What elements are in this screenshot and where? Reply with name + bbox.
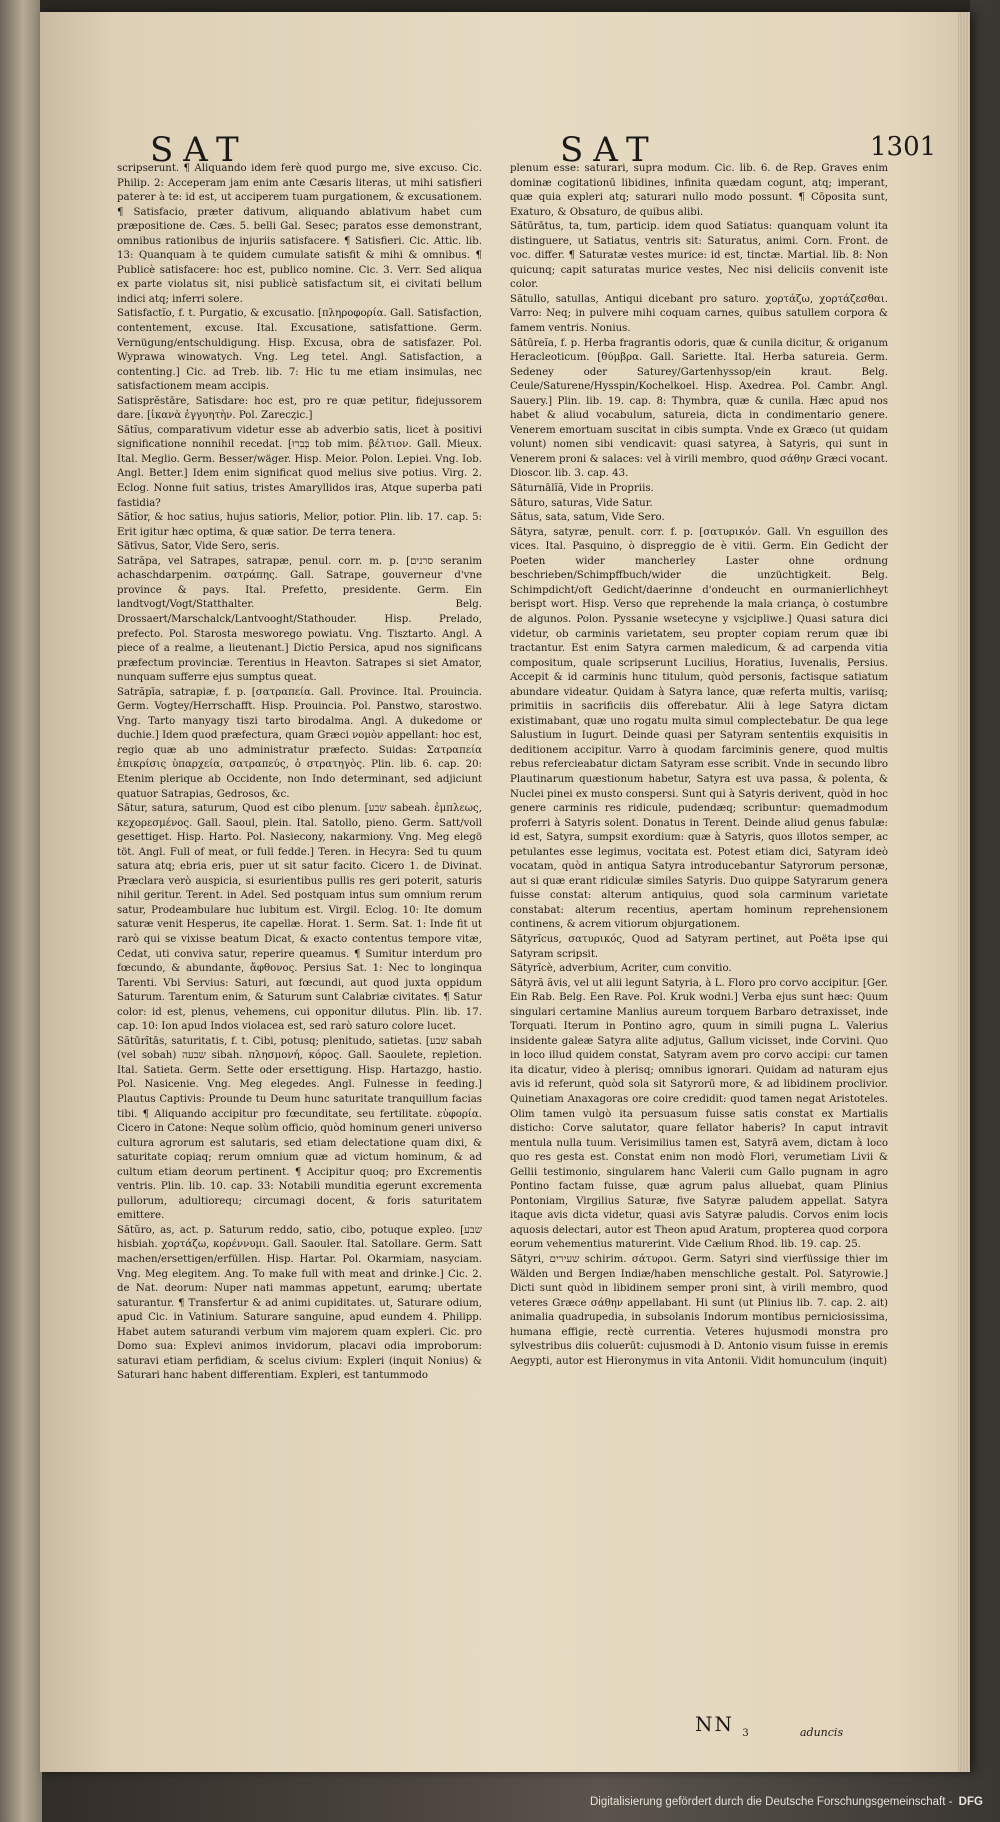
book-spine: [0, 0, 42, 1822]
dictionary-entry: Sătūrĭtās, saturitatis, f. t. Cibi, potusq; plenitudo, satietas. [שבע sabah (vel sobah) שבעה sibah. πλησμονή, κόρος. Gall. Saoulete, repletion. Ital. Satieta. Germ. Sette oder ersettigung. Hisp. Hartazgo, hastio. Pol. Nasicenie. Vng. Meg elegedes. Angl. Fulnesse in feeding.] Plautus Captivis: Prounde tu Deum hunc saturitate tranquillum facias tibi. ¶ Aliquando accipitur pro fœcunditate, seu fertilitate. εὐφορία. Cicero in Catone: Neque solùm officio, quòd hominum generi universo cultura agrorum est salutaris, sed etiam delectatione quam dixi, & saturitate copiaq; rerum omnium quæ ad victum hominum, & ad cultum etiam deorum pertinent. ¶ Accipitur quoq; pro Excrementis ventris. Plin. lib. 10. cap. 33: Notabili munditia egerunt excrementa pullorum, adultiorequ; circumagi docent, & foris saturitatem emittere.: [117, 1035, 482, 1222]
right-text-column: [510, 162, 888, 1369]
dictionary-entry: Sătyrĭcè, adverbium, Acriter, cum convitio.: [510, 963, 732, 975]
dictionary-entry: scripserunt. ¶ Aliquando idem ferè quod purgo me, sive excuso. Cic. Philip. 2: Acceperam jam enim ante Cæsaris literas, ut mihi satisfieri paterer à te: id est, ut acciperem tuam purgationem, & excusationem. ¶ Satisfacio, præter dativum, aliquando ablativum habet cum præpositione de. Cæs. 5. belli Gal. Sesec; paratos esse demonstrant, omnibus rationibus de injuriis satisfacere. ¶ Satisfieri. Cic. Attic. lib. 13: Quanquam à te quidem cumulate satisfit & mihi & omnibus. ¶ Publicè satisfacere: hoc est, publico nomine. Cic. 3. Verr. Sed aliqua ex parte violatus sit, nisi publicè satisfactum sit, ei civitati bellum indici atq; inferri solere.: [117, 163, 482, 305]
dictionary-entry: Sāturnālĭă, Vide in Propriis.: [510, 483, 654, 495]
footer-text: Digitalisierung gefördert durch die Deutsche Forschungsgemeinschaft -: [590, 1796, 953, 1808]
dictionary-entry: Sătullo, satullas, Antiqui dicebant pro saturo. χορτάζω, χορτάζεσθαι. Varro: Neq; in pulvere mihi coquam carnes, quibus satullem corpora & famem ventris. Nonius.: [510, 293, 888, 335]
signature-letters: NN: [695, 1712, 734, 1736]
running-head-left: SAT: [150, 130, 249, 170]
dictionary-entry: Sāturo, saturas, Vide Satur.: [510, 497, 653, 509]
dictionary-entry: Satisprĕstāre, Satisdare: hoc est, pro re quæ petitur, fidejussorem dare. [ἱκανὰ ἐγγυητὴν. Pol. Zarecȥic.]: [117, 395, 482, 422]
dictionary-entry: Sătyra, satyræ, penult. corr. f. p. [σατυρικόν. Gall. Vn esguillon des vices. Ital. Pasquino, ò dispreggio de è vitii. Germ. Ein Gedicht der Poeten wider mancherley Laster ohne ordnung beschrieben/Schimpffbuch/wider die unzüchtigkeit. Belg. Schimpdicht/oft Gedicht/daerinne d'ondeucht en ourmanierlichheyt berispt wort. Hisp. Verso que reprehende la mala criança, ò costumbre de algunos. Polon. Pyssanie wsetecyne y vsjcipliwe.] Quasi satura dici videtur, ob carminis varietatem, seu propter copiam rerum quæ ibi tractantur. Est enim Satyra carmen maledicum, & ad carpenda vitia compositum, quale scripserunt Lucilius, Horatius, Iuvenalis, Persius. Accepit & id carminis hunc titulum, quòd personis, factisque satiatum abundare videatur. Quidam à Satyra lance, quæ referta multis, variisq; primitiis in sacrificiis diis offerebatur. Alii à lege Satyra dictam existimabant, quæ uno rogatu multa simul complectebatur. De qua lege Salustium in Iugurt. Deinde quasi per Satyram sententiis exquisitis in deditionem accipitur. Varro à quodam farciminis genere, quod multis rebus refercieabatur dictam Satyram esse scribit. Vnde in secundo libro Plautinarum quæstionum habetur, Satyra est uva passa, & polenta, & Nuclei pinei ex musto conspersi. Sunt qui à Satyris derivent, quòd in hoc genere carminis res ridicule, pudendæq; scribuntur: quemadmodum proferri à Satyris solent. Donatus in Terent. Deinde aliud genus fabulæ: id est, Satyra, sumpsit exordium: quæ à Satyris, quos illotos semper, ac petulantes esse legimus, vocitata est. Potest etiam dici, Satyram ideò vocatam, quòd in antiqua Satyra introducebantur Satyrorum personæ, aut si quæ erant ridiculæ similes Satyris. Duo quippe Satyrarum genera fuisse constat: alterum antiquius, quod sola carminum varietate constabat: alterum recentius, apertam hominum reprehensionem continens, & acrem vitiorum objurgationem.: [510, 526, 888, 931]
dictionary-entry: Sătyră ăvis, vel ut alii legunt Satyria, à L. Floro pro corvo accipitur. [Ger. Ein Rab. Belg. Een Rave. Pol. Kruk wodni.] Verba ejus sunt hæc: Quum singulari certamine Manlius aureum torquem Barbaro detraxisset, inde Torquati. Iterum in Pontino agro, quum in simili pugna L. Valerius insidente galeæ Satyra alite adjutus, Gallum vicisset, inde Corvini. Quo in loco illud quidem constat, Satyram avem pro corvo accipi: cur tamen ita dicatur, video à plerisq; omnibus ignorari. Quidam ad naturam ejus avis id referunt, quòd sola sit Satyrorū more, & ad libidinem proclivior. Quinetiam Anaxagoras ore coire credidit: quod tamen negat Aristoteles. Olim tamen vulgò ita persuasum fuisse satis constat ex Martialis disticho: Corve salutator, quare fellator haberis? In caput intravit mentula nulla tuum. Verisimilius tamen est, Satyrā avem, dictam à loco quo res gesta est. Constat enim non modò Flori, verumetiam Livii & Gellii testimonio, singularem hanc Valerii cum Gallo pugnam in agro Pontino factam fuisse, quæ agrum palus alluebat, quam Plinius Pontoniam, Virgilius Saturæ, five Satyræ paludem appellat. Satyra itaque avis dicta videtur, quasi avis Satyræ paludis. Corvos enim locis aquosis delectari, autor est Theon apud Aratum, propterea quod corpora eorum vehementius maturerint. Vide Cælium Rhod. lib. 19. cap. 25.: [510, 977, 888, 1251]
dictionary-entry: Sătyri, שעירים schirim. σάτυροι. Germ. Satyri sind vierfüssige thier im Wälden und Bergen Indiæ/haben menschliche gestalt. Pol. Satyrowie.] Dicti sunt quòd in libidinem semper proni sint, à virili membro, quod veteres Græce σάθην appellabant. Hi sunt (ut Plinius lib. 7. cap. 2. ait) animalia quadrupedia, in subsolanis Indorum montibus perniciosissima, humana effigie, rectè currentia. Veteres hujusmodi monstra pro sylvestribus diis coluerūt: cujusmodi à D. Antonio visum fuisse in eremis Aegypti, autor est Hieronymus in vita Antonii. Vidit homunculum (inquit): [510, 1254, 888, 1367]
running-head-right: SAT: [560, 130, 659, 170]
left-text-column: [117, 162, 482, 1384]
dictionary-entry: Sătūreĭa, f. p. Herba fragrantis odoris, quæ & cunila dicitur, & origanum Heracleoticum. [θύμβρα. Gall. Sariette. Ital. Herba satureia. Germ. Sedeney oder Saturey/Gartenhyssop/ein kraut. Belg. Ceule/Saturene/Hysspin/Kochelkoel. Hisp. Axedrea. Pol. Cambr. Angl. Sauery.] Plin. lib. 19. cap. 8: Thymbra, quæ & cunila. Hæc apud nos habet & aliud vocabulum, satureia, dicta in condimentario genere. Venerem emortuam suscitat in cibis sumpta. Vnde ex Græco (ut quidam volunt) nomen sibi vendicavit: quasi satyrea, à Satyris, qui sunt in Venerem proni & salaces: vel à virili membro, quod σάθην Græci vocant. Dioscor. lib. 3. cap. 43.: [510, 337, 888, 480]
dictionary-entry: Sătyrĭcus, σατυρικός, Quod ad Satyram pertinet, aut Poëta ipse qui Satyram scripsit.: [510, 933, 888, 960]
top-shadow: [40, 0, 970, 12]
page-number: 1301: [870, 132, 937, 162]
signature-mark: [695, 1712, 751, 1739]
dictionary-entry: Satisfactĭo, f. t. Purgatio, & excusatio. [πληροφορία. Gall. Satisfaction, contentement, excuse. Ital. Excusatione, satisfattione. Germ. Vernügung/entschuldigung. Hisp. Excusa, obra de satisfazer. Pol. Wyprawa winowatych. Vng. Leg tetel. Angl. Satisfaction, a contenting.] Cic. ad Treb. lib. 7: Hic tu me etiam insimulas, nec satisfactionem meam accipis.: [117, 308, 482, 393]
dictionary-entry: Sătur, satura, saturum, Quod est cibo plenum. [שבע sabeah. ἐμπλεως, κεχορεσμένος. Gall. Saoul, plein. Ital. Satollo, pieno. Germ. Satt/voll gesettiget. Hisp. Harto. Pol. Nasiecony, nakarmiony. Vng. Meg elegö töt. Angl. Full of meat, or full fedde.] Teren. in Hecyra: Sed tu quum satura atq; ebria eris, puer ut sit satur facito. Cicero 1. de Divinat. Præclara verò auspicia, si esurientibus pullis res geri poterit, saturis nihil geritur. Terent. in Adel. Sed postquam intus sum omnium rerum satur, Prodeambulare huc lubitum est. Virgil. Eclog. 10: Ite domum saturæ venit Hesperus, ite capellæ. Horat. 1. Serm. Sat. 1: Inde fit ut rarò qui se vixisse beatum Dicat, & exacto contentus tempore vitæ, Cedat, uti conviva satur, reperire queamus. ¶ Sumitur interdum pro fœcundo, & abundante, ἄφθονος. Persius Sat. 1: Nec to longinqua Tarenti. Vbi Servius: Saturi, aut fœcundi, aut quod juxta oppidum Saturum. Tarentum enim, & Saturum sunt Calabriæ civitates. ¶ Satur color: id est, plenus, vehemens, cui opponitur dilutus. Plin. lib. 17. cap. 10: Ion apud Indos violacea est, sed rarò saturo colore lucet.: [117, 803, 482, 1033]
dictionary-entry: Sătĭor, & hoc satius, hujus satioris, Melior, potior. Plin. lib. 17. cap. 5: Erit igitur hæc optima, & quæ satior. De terra tenera.: [117, 512, 482, 538]
dictionary-entry: Sātīvus, Sator, Vide Sero, seris.: [117, 541, 280, 553]
signature-number: 3: [742, 1728, 751, 1739]
dictionary-entry: Satrăpa, vel Satrapes, satrapæ, penul. corr. m. p. [סרנים seranim achaschdarpenim. σατράπης. Gall. Satrape, gouverneur d'vne province & pays. Ital. Prefetto, presidente. Germ. Ein landtvogt/Vogt/Statthalter. Belg. Drossaert/Marschalck/Lantvooght/Stathouder. Hisp. Prelado, prefecto. Pol. Starosta mesworego powiatu. Vng. Tisztarto. Angl. A piece of a realme, a lieutenant.] Dictio Persica, apud nos significans præfectum provinciæ. Terentius in Heavton. Satrapes si siet Amator, nunquam sufferre ejus sumptus queat.: [117, 555, 482, 684]
dictionary-page: [40, 12, 970, 1772]
dictionary-entry: Sătĭus, comparativum videtur esse ab adverbio satis, licet à positivi significatione nonnihil recedat. [בְּבִרוּ tob mim. βέλτιον. Gall. Mieux. Ital. Meglio. Germ. Besser/wäger. Hisp. Meior. Polon. Lepiei. Vng. Iob. Angl. Better.] Idem enim significat quod melius sive potius. Virg. 2. Eclog. Nonne fuit satius, tristes Amaryllidos iras, Atque superba pati fastidia?: [117, 424, 482, 509]
page-edge: [958, 12, 970, 1772]
dictionary-entry: plenum esse: saturari, supra modum. Cic. lib. 6. de Rep. Graves enim dominæ cogitationū libidines, infinita quædam cogunt, atq; imperant, quæ quia expleri atq; saturari nullo modo possunt. ¶ Cōposita sunt, Exaturo, & Obsaturo, de quibus alibi.: [510, 163, 888, 218]
dfg-logo: DFG: [958, 1796, 983, 1808]
dictionary-entry: Sătūrātus, ta, tum, particip. idem quod Satiatus: quanquam volunt ita distinguere, ut Satiatus, ventris sit: Saturatus, animi. Corn. Front. de voc. differ. ¶ Saturatæ vestes murice: id est, tinctæ. Martial. lib. 8: Non quicunq; capit saturatas murice vestes, Nec nisi deliciis convenit iste color.: [510, 221, 888, 291]
dictionary-entry: Sătŭro, as, act. p. Saturum reddo, satio, cibo, potuque expleo. [שבע hisbiah. χορτάζω, κορέννυμι. Gall. Saouler. Ital. Satollare. Germ. Satt machen/ersettigen/erfüllen. Hisp. Hartar. Pol. Okarmiam, nasyciam. Vng. Meg elegitem. Ang. To make full with meat and drinke.] Cic. 2. de Nat. deorum: Nuper nati mammas appetunt, earumq; ubertate saturantur. ¶ Transfertur & ad animi cupiditates. ut, Saturare odium, apud Cic. in Vatinium. Saturare sanguine, apud eundem 4. Philipp. Habet autem saturandi verbum vim majorem quam expleri. Cic. pro Domo sua: Explevi animos invidorum, placavi odia improborum: saturavi etiam perfidiam, & scelus civium: Expleri (inquit Nonius) & Saturari hanc habent differentiam. Expleri, est tantummodo: [117, 1224, 482, 1382]
catchword: aduncis: [800, 1726, 844, 1739]
dictionary-entry: Sătus, sata, satum, Vide Sero.: [510, 512, 665, 524]
digitization-footer: [590, 1796, 983, 1808]
dictionary-entry: Satrăpīa, satrapiæ, f. p. [σατραπεία. Gall. Province. Ital. Prouincia. Germ. Vogtey/Herrschafft. Hisp. Prouincia. Pol. Panstwo, starostwo. Vng. Tarto manyagy tiszi tarto birodalma. Angl. A dukedome or duchie.] Idem quod præfectura, quam Græci νομὸν appellant: hoc est, regio quæ ab uno administratur præfecto. Suidas: Σατραπεία ἐπικρίσις ὑπαρχεία, σατραπεύς, ὁ στρατηγὸς. Plin. lib. 6. cap. 20: Etenim plerique ab Occidente, non Indo determinant, sed adjiciunt quatuor Satrapias, Gedrosos, &c.: [117, 686, 482, 800]
